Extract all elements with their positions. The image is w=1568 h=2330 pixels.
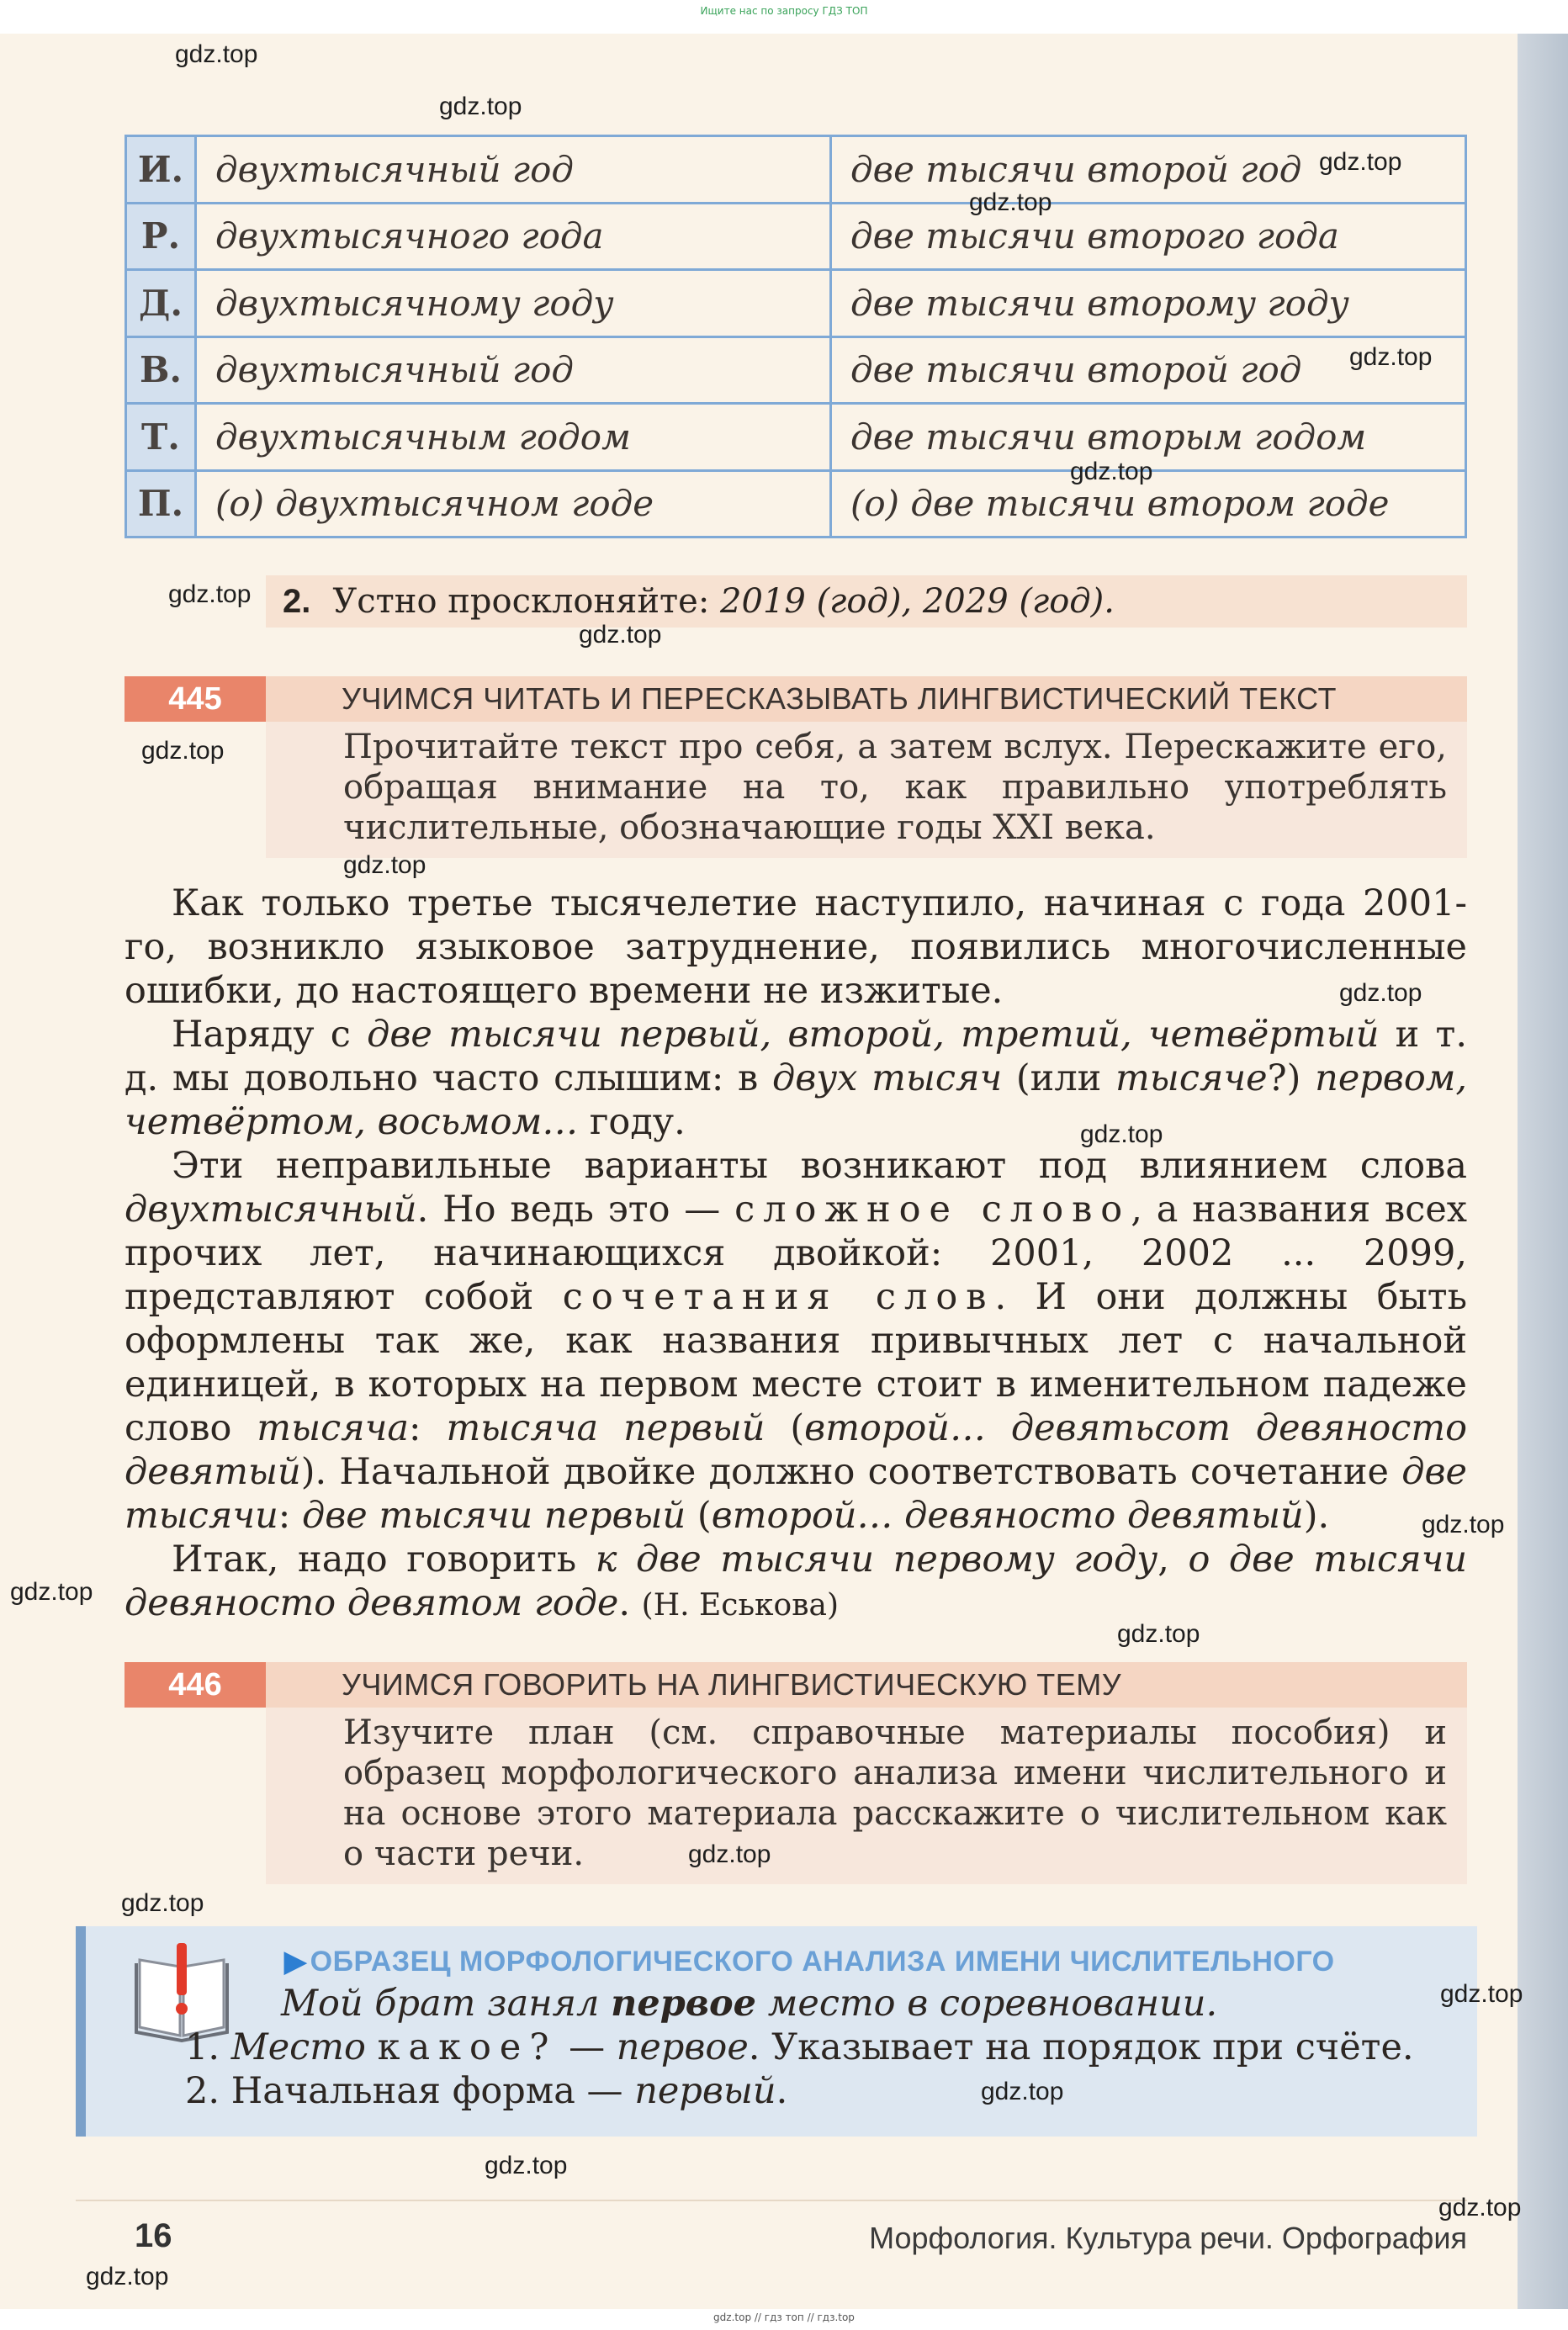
sample-lines — [185, 1982, 1444, 2113]
analysis-line: 1. Место какое? — первое. Указывает на порядок при счёте. — [185, 2026, 1414, 2068]
table-cell-phrase: две тысячи второму году — [831, 270, 1466, 337]
table-cell-compound: (о) двухтысячном годе — [196, 470, 831, 537]
case-label: Р. — [126, 203, 196, 270]
paragraph: Итак, надо говорить к две тысячи первому году, о две тысячи девяносто девятом годе. (Н. Еськова) — [124, 1538, 1468, 1624]
watermark: gdz.top — [1440, 1980, 1523, 2008]
table-row — [126, 336, 1466, 404]
top-notice: Ищите нас по запросу ГДЗ ТОП — [700, 5, 868, 17]
watermark: gdz.top — [981, 2078, 1064, 2105]
table-cell-phrase: (о) две тысячи втором годе — [831, 470, 1466, 537]
table-row — [126, 270, 1466, 337]
task-god-2: (год). — [1019, 582, 1115, 621]
table-cell-phrase: две тысячи второго года — [831, 203, 1466, 270]
table-row — [126, 203, 1466, 270]
watermark: gdz.top — [86, 2263, 169, 2290]
linguistic-text — [124, 882, 1467, 1628]
table-cell-compound: двухтысячному году — [196, 270, 831, 337]
table-cell-phrase: две тысячи второй год — [831, 336, 1466, 404]
case-label: П. — [126, 470, 196, 537]
watermark: gdz.top — [439, 93, 522, 120]
sample-sentence: Мой брат занял первое место в соревновании. — [281, 1983, 1218, 2025]
watermark: gdz.top — [343, 851, 426, 879]
task-god-1: (год), — [816, 582, 913, 621]
analysis-line: 2. Начальная форма — первый. — [185, 2070, 788, 2112]
exercise-title: УЧИМСЯ ГОВОРИТЬ НА ЛИНГВИСТИЧЕСКУЮ ТЕМУ — [266, 1662, 1467, 1708]
table-row — [126, 136, 1466, 204]
case-label: В. — [126, 336, 196, 404]
table-cell-compound: двухтысячный год — [196, 336, 831, 404]
table-cell-phrase: две тысячи второй год — [831, 136, 1466, 204]
page-edge — [1518, 34, 1568, 2309]
watermark: gdz.top — [1080, 1120, 1163, 1148]
footer-divider — [76, 2200, 1467, 2201]
sample-analysis-box — [76, 1926, 1477, 2137]
exercise-number: 446 — [124, 1662, 266, 1708]
table-cell-compound: двухтысячного года — [196, 203, 831, 270]
footer-title: Морфология. Культура речи. Орфография — [869, 2221, 1467, 2255]
exercise-445-header — [124, 676, 1467, 722]
exercise-title: УЧИМСЯ ЧИТАТЬ И ПЕРЕСКАЗЫВАТЬ ЛИНГВИСТИЧЕСКИЙ ТЕКСТ — [266, 676, 1467, 722]
task-year-1: 2019 — [720, 582, 806, 621]
watermark: gdz.top — [1339, 979, 1422, 1007]
bottom-notice: gdz.top // гдз топ // гдз.top — [713, 2311, 855, 2323]
table-cell-compound: двухтысячный год — [196, 136, 831, 204]
exercise-445-instruction — [266, 722, 1467, 858]
table-cell-compound: двухтысячным годом — [196, 404, 831, 471]
exercise-446-header — [124, 1662, 1467, 1708]
watermark: gdz.top — [688, 1840, 771, 1868]
case-label: И. — [126, 136, 196, 204]
watermark: gdz.top — [10, 1578, 93, 1606]
paragraph: Наряду с две тысячи первый, второй, третий, четвёртый и т. д. мы довольно часто слышим: в двух тысяч (или тысяче?) первом, четвёртом, восьмом… году. — [124, 1014, 1468, 1143]
instruction-text: Изучите план (см. справочные материалы пособия) и образец морфологического анализа имени числительного и на основе этого материала расскажите о числительном как о части речи. — [343, 1713, 1447, 1873]
watermark: gdz.top — [969, 188, 1052, 216]
watermark: gdz.top — [141, 737, 225, 765]
case-label: Т. — [126, 404, 196, 471]
case-label: Д. — [126, 270, 196, 337]
declension-table — [124, 135, 1467, 538]
watermark: gdz.top — [168, 580, 252, 608]
task-number: 2. — [283, 582, 311, 620]
watermark: gdz.top — [1117, 1620, 1200, 1648]
watermark: gdz.top — [1349, 343, 1433, 371]
table-row — [126, 470, 1466, 537]
citation: (Н. Еськова) — [641, 1588, 839, 1623]
watermark: gdz.top — [1319, 148, 1402, 176]
watermark: gdz.top — [1438, 2194, 1522, 2221]
task-2 — [266, 575, 1467, 628]
exercise-446-instruction — [266, 1708, 1467, 1884]
paragraph: Как только третье тысячелетие наступило, начиная с года 2001-го, возникло языковое затруднение, появились многочисленные ошибки, до настоящего времени не изжитые. — [124, 882, 1467, 1012]
sample-heading: ▶ ОБРАЗЕЦ МОРФОЛОГИЧЕСКОГО АНАЛИЗА ИМЕНИ ЧИСЛИТЕЛЬНОГО — [284, 1946, 1335, 1978]
watermark: gdz.top — [1422, 1511, 1505, 1538]
table-cell-phrase: две тысячи вторым годом — [831, 404, 1466, 471]
instruction-text: Прочитайте текст про себя, а затем вслух. Перескажите его, обращая внимание на то, как правильно употреблять числительные, обозначающие годы XXI века. — [343, 728, 1447, 847]
exercise-number: 445 — [124, 676, 266, 722]
watermark: gdz.top — [121, 1889, 204, 1917]
table-row — [126, 404, 1466, 471]
page-number: 16 — [135, 2217, 172, 2254]
task-text: Устно просклоняйте: — [332, 582, 710, 621]
task-year-2: 2029 — [922, 582, 1009, 621]
watermark: gdz.top — [485, 2152, 568, 2179]
triangle-icon: ▶ — [284, 1946, 307, 1978]
watermark: gdz.top — [175, 40, 258, 68]
watermark: gdz.top — [579, 621, 662, 649]
watermark: gdz.top — [1070, 458, 1153, 485]
paragraph: Эти неправильные варианты возникают под влиянием слова двухтысячный. Но ведь это — сложное слово, а названия всех прочих лет, начинающихся двойкой: 2001, 2002 ... 2099, представляют собой сочетания слов. И они должны быть оформлены так же, как названия привычных лет с начальной единицей, в которых на первом месте стоит в именительном падеже слово тысяча: тысяча первый (второй… девятьсот девяносто девятый). Начальной двойке должно соответствовать сочетание две тысячи: две тысячи первый (второй… девяносто девятый). — [124, 1145, 1468, 1537]
